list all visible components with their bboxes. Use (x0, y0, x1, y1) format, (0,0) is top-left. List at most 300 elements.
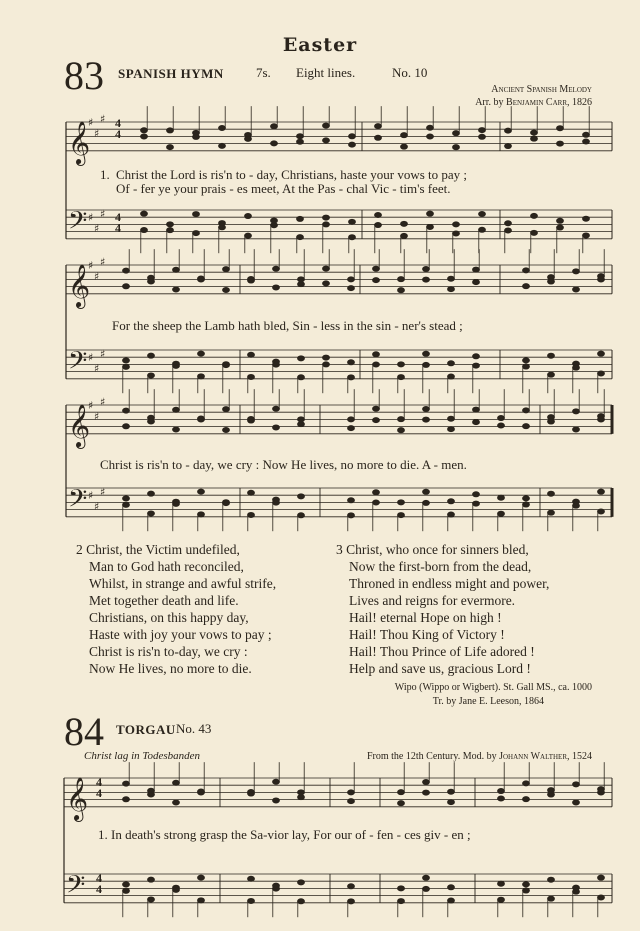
sharp-sign: ♯ (94, 269, 100, 283)
sharp-sign: ♯ (100, 255, 106, 269)
sharp-sign: ♯ (100, 112, 106, 126)
notehead (548, 419, 555, 424)
notehead (531, 230, 538, 235)
notehead (373, 500, 380, 505)
notehead (548, 896, 555, 901)
verse-line: Lives and reigns for evermore. (349, 593, 516, 608)
notehead (598, 509, 605, 514)
verse-line: Christians, on this happy day, (89, 610, 249, 625)
verse-line: Hail! Thou Prince of Life adored ! (349, 644, 535, 659)
notehead (193, 212, 200, 217)
notehead (298, 899, 305, 904)
meter-description: Eight lines. (296, 65, 356, 80)
time-sig-top: 4 (115, 116, 121, 130)
notehead (198, 875, 205, 880)
notehead (423, 780, 430, 785)
notehead (298, 277, 305, 282)
sharp-sign: ♯ (88, 351, 94, 365)
notehead (173, 780, 180, 785)
notehead (298, 513, 305, 518)
notehead (573, 427, 580, 432)
notehead (598, 351, 605, 356)
notehead (453, 222, 460, 227)
notehead (523, 284, 530, 289)
notehead (423, 267, 430, 272)
notehead (298, 417, 305, 422)
verse-line: Throned in endless might and power, (349, 576, 550, 591)
verse-number: 1. (100, 167, 110, 182)
notehead (173, 287, 180, 292)
notehead (573, 269, 580, 274)
notehead (401, 133, 408, 138)
notehead (548, 491, 555, 496)
notehead (223, 501, 230, 506)
notehead (273, 500, 280, 505)
notehead (173, 887, 180, 892)
notehead (198, 790, 205, 795)
notehead (523, 408, 530, 413)
notehead (349, 134, 356, 139)
notehead (273, 886, 280, 891)
sharp-sign: ♯ (94, 362, 100, 375)
notehead (167, 128, 174, 133)
notehead (401, 144, 408, 149)
notehead (498, 416, 505, 421)
notehead (141, 134, 148, 139)
notehead (323, 266, 330, 271)
notehead (573, 503, 580, 508)
verse-line: Met together death and life. (89, 593, 239, 608)
notehead (198, 898, 205, 903)
notehead (498, 511, 505, 516)
lyric-line: Christ the Lord is ris'n to - day, Christians, haste your vows to pay ; (116, 167, 468, 182)
notehead (523, 358, 530, 363)
notehead (141, 128, 148, 133)
notehead (548, 279, 555, 284)
notehead (448, 800, 455, 805)
notehead (248, 490, 255, 495)
notehead (123, 496, 130, 501)
time-sig-bottom: 4 (96, 882, 102, 896)
notehead (479, 134, 486, 139)
notehead (248, 512, 255, 517)
notehead (297, 216, 304, 221)
notehead (373, 278, 380, 283)
notehead (123, 408, 130, 413)
notehead (323, 362, 330, 367)
sharp-sign: ♯ (88, 259, 94, 272)
sharp-sign: ♯ (88, 116, 94, 129)
translator-attribution: Tr. by Jane E. Leeson, 1864 (432, 696, 544, 707)
notehead (375, 223, 382, 228)
notehead (531, 136, 538, 141)
german-title: Christ lag in Todesbanden (84, 750, 201, 762)
notehead (349, 219, 356, 224)
arranger-name: Benjamin Carr, (506, 97, 570, 108)
notehead (448, 427, 455, 432)
notehead (348, 799, 355, 804)
notehead (348, 790, 355, 795)
notehead (141, 211, 148, 216)
lyric-line: Of - fer ye your prais - es meet, At the Pas - chal Vic - tim's feet. (116, 181, 451, 196)
notehead (423, 875, 430, 880)
treble-clef: 𝄞 (66, 775, 89, 820)
notehead (298, 880, 305, 885)
notehead (271, 223, 278, 228)
notehead (583, 233, 590, 238)
notehead (398, 362, 405, 367)
notehead (271, 124, 278, 129)
notehead (298, 494, 305, 499)
notehead (448, 898, 455, 903)
notehead (123, 364, 130, 369)
notehead (423, 886, 430, 891)
notehead (398, 277, 405, 282)
notehead (505, 228, 512, 233)
notehead (248, 898, 255, 903)
notehead (548, 877, 555, 882)
notehead (298, 422, 305, 427)
time-sig-bottom: 4 (115, 221, 121, 235)
lyric-line: Christ is ris'n to - day, we cry : Now He lives, no more to die. A - men. (100, 457, 467, 472)
notehead (423, 351, 430, 356)
notehead (498, 789, 505, 794)
notehead (598, 277, 605, 282)
notehead (479, 128, 486, 133)
notehead (273, 425, 280, 430)
treble-clef: 𝄞 (68, 119, 91, 164)
notehead (248, 876, 255, 881)
notehead (148, 792, 155, 797)
notehead (123, 882, 130, 887)
notehead (245, 136, 252, 141)
notehead (523, 797, 530, 802)
notehead (423, 417, 430, 422)
notehead (373, 490, 380, 495)
notehead (523, 496, 530, 501)
notehead (248, 278, 255, 283)
notehead (348, 360, 355, 365)
arranger-prefix: Arr. by (475, 97, 504, 108)
notehead (373, 352, 380, 357)
notehead (401, 233, 408, 238)
notehead (273, 362, 280, 367)
notehead (401, 221, 408, 226)
notehead (573, 782, 580, 787)
notehead (523, 888, 530, 893)
notehead (557, 225, 564, 230)
composer-name: Johann Walther, (499, 751, 570, 762)
notehead (123, 781, 130, 786)
composer-credit: Ancient Spanish Melody (491, 84, 592, 95)
notehead (348, 498, 355, 503)
notehead (573, 889, 580, 894)
sharp-sign: ♯ (88, 489, 94, 503)
notehead (531, 130, 538, 135)
notehead (373, 362, 380, 367)
notehead (245, 214, 252, 219)
notehead (248, 791, 255, 796)
sharp-sign: ♯ (94, 126, 100, 140)
notehead (173, 501, 180, 506)
notehead (167, 222, 174, 227)
notehead (583, 139, 590, 144)
notehead (141, 228, 148, 233)
notehead (248, 418, 255, 423)
notehead (173, 800, 180, 805)
notehead (248, 374, 255, 379)
notehead (398, 801, 405, 806)
composer-year: 1524 (572, 751, 592, 762)
notehead (598, 371, 605, 376)
notehead (123, 424, 130, 429)
notehead (598, 790, 605, 795)
verse-line: 2 Christ, the Victim undefiled, (76, 542, 240, 557)
notehead (348, 513, 355, 518)
notehead (298, 375, 305, 380)
notehead (473, 354, 480, 359)
notehead (423, 790, 430, 795)
notehead (298, 790, 305, 795)
notehead (598, 489, 605, 494)
notehead (198, 374, 205, 379)
notehead (583, 216, 590, 221)
notehead (398, 790, 405, 795)
notehead (173, 407, 180, 412)
notehead (498, 881, 505, 886)
notehead (148, 373, 155, 378)
verse-line: Christ is ris'n to-day, we cry : (89, 644, 248, 659)
notehead (448, 512, 455, 517)
notehead (557, 141, 564, 146)
notehead (298, 282, 305, 287)
notehead (323, 123, 330, 128)
notehead (173, 363, 180, 368)
notehead (548, 792, 555, 797)
time-signature (96, 777, 102, 799)
notehead (473, 420, 480, 425)
notehead (479, 227, 486, 232)
notehead (498, 495, 505, 500)
time-signature (96, 873, 102, 895)
tune-name: TORGAU (116, 722, 176, 737)
arranger-year: 1826 (572, 97, 592, 108)
notehead (557, 218, 564, 223)
sharp-sign: ♯ (94, 500, 100, 513)
notehead (398, 428, 405, 433)
notehead (398, 899, 405, 904)
notehead (148, 491, 155, 496)
notehead (423, 489, 430, 494)
notehead (123, 268, 130, 273)
notehead (298, 795, 305, 800)
notehead (298, 356, 305, 361)
notehead (548, 510, 555, 515)
notehead (173, 267, 180, 272)
notehead (219, 225, 226, 230)
notehead (148, 877, 155, 882)
notehead (523, 268, 530, 273)
notehead (523, 364, 530, 369)
verse-line: Now the first-born from the dead, (349, 559, 532, 574)
tune-number: No. 43 (176, 721, 212, 736)
notehead (123, 358, 130, 363)
notehead (198, 489, 205, 494)
composer-credit (367, 751, 592, 762)
notehead (473, 501, 480, 506)
notehead (573, 287, 580, 292)
notehead (219, 143, 226, 148)
notehead (427, 211, 434, 216)
notehead (448, 361, 455, 366)
bass-clef: 𝄢 (66, 870, 86, 906)
notehead (198, 512, 205, 517)
treble-clef: 𝄞 (68, 262, 91, 307)
sharp-sign: ♯ (100, 395, 106, 409)
notehead (573, 800, 580, 805)
notehead (453, 145, 460, 150)
notehead (423, 407, 430, 412)
notehead (123, 888, 130, 893)
notehead (523, 781, 530, 786)
notehead (323, 215, 330, 220)
notehead (398, 375, 405, 380)
notehead (473, 407, 480, 412)
verse-line: Whilst, in strange and awful strife, (89, 576, 277, 591)
bass-clef: 𝄢 (68, 206, 88, 242)
notehead (273, 798, 280, 803)
notehead (323, 355, 330, 360)
notehead (323, 222, 330, 227)
notehead (423, 500, 430, 505)
sharp-sign: ♯ (88, 399, 94, 412)
notehead (448, 416, 455, 421)
notehead (398, 417, 405, 422)
notehead (148, 419, 155, 424)
sharp-sign: ♯ (100, 485, 106, 499)
notehead (448, 789, 455, 794)
lyric-line: 1. In death's strong grasp the Sa-vior lay, For our of - fen - ces giv - en ; (98, 827, 471, 842)
notehead (398, 513, 405, 518)
notehead (427, 134, 434, 139)
notehead (473, 363, 480, 368)
notehead (223, 267, 230, 272)
tune-name: SPANISH HYMN (118, 66, 224, 81)
notehead (219, 126, 226, 131)
sharp-sign: ♯ (88, 211, 94, 225)
verse-3 (336, 541, 549, 677)
notehead (523, 424, 530, 429)
notehead (148, 353, 155, 358)
notehead (167, 228, 174, 233)
notehead (598, 875, 605, 880)
notehead (498, 796, 505, 801)
notehead (348, 286, 355, 291)
notehead (273, 266, 280, 271)
notehead (223, 407, 230, 412)
notehead (123, 502, 130, 507)
notehead (373, 418, 380, 423)
notehead (448, 885, 455, 890)
sharp-sign: ♯ (100, 207, 106, 221)
notehead (498, 423, 505, 428)
notehead (248, 352, 255, 357)
verse-line: Hail! Thou King of Victory ! (349, 627, 505, 642)
treble-clef: 𝄞 (68, 402, 91, 447)
notehead (423, 362, 430, 367)
notehead (348, 277, 355, 282)
meter: 7s. (256, 65, 271, 80)
hymn-number: 83 (64, 53, 104, 98)
notehead (373, 266, 380, 271)
verse-line: Man to God hath reconciled, (89, 559, 244, 574)
notehead (505, 128, 512, 133)
notehead (148, 279, 155, 284)
time-sig-top: 4 (96, 775, 102, 789)
notehead (473, 267, 480, 272)
verse-line: 3 Christ, who once for sinners bled, (336, 542, 529, 557)
notehead (505, 221, 512, 226)
notehead (348, 884, 355, 889)
tune-number: No. 10 (392, 65, 428, 80)
notehead (473, 280, 480, 285)
time-sig-top: 4 (96, 871, 102, 885)
notehead (198, 277, 205, 282)
text-attribution: Wipo (Wippo or Wigbert). St. Gall MS., ca. 1000 (394, 682, 592, 693)
notehead (423, 277, 430, 282)
notehead (375, 213, 382, 218)
hymn-number: 84 (64, 709, 104, 754)
notehead (375, 124, 382, 129)
notehead (348, 375, 355, 380)
notehead (453, 231, 460, 236)
sharp-sign: ♯ (100, 347, 106, 361)
notehead (548, 353, 555, 358)
time-signature (115, 212, 121, 234)
notehead (123, 797, 130, 802)
notehead (297, 139, 304, 144)
notehead (448, 374, 455, 379)
notehead (573, 409, 580, 414)
notehead (398, 500, 405, 505)
notehead (349, 142, 356, 147)
notehead (173, 427, 180, 432)
sharp-sign: ♯ (94, 409, 100, 423)
notehead (557, 126, 564, 131)
notehead (223, 363, 230, 368)
verse-line: Help and save us, gracious Lord ! (349, 661, 531, 676)
notehead (453, 131, 460, 136)
notehead (193, 231, 200, 236)
notehead (427, 125, 434, 130)
notehead (473, 492, 480, 497)
notehead (148, 897, 155, 902)
notehead (273, 406, 280, 411)
notehead (398, 886, 405, 891)
section-title: Easter (282, 34, 358, 56)
time-sig-top: 4 (115, 210, 121, 224)
notehead (297, 235, 304, 240)
notehead (271, 141, 278, 146)
notehead (348, 417, 355, 422)
bass-clef: 𝄢 (68, 484, 88, 520)
bass-clef: 𝄢 (68, 346, 88, 382)
notehead (448, 499, 455, 504)
notehead (297, 134, 304, 139)
notehead (223, 428, 230, 433)
credit-prefix: From the 12th Century. Mod. by (366, 751, 497, 762)
time-sig-bottom: 4 (96, 786, 102, 800)
